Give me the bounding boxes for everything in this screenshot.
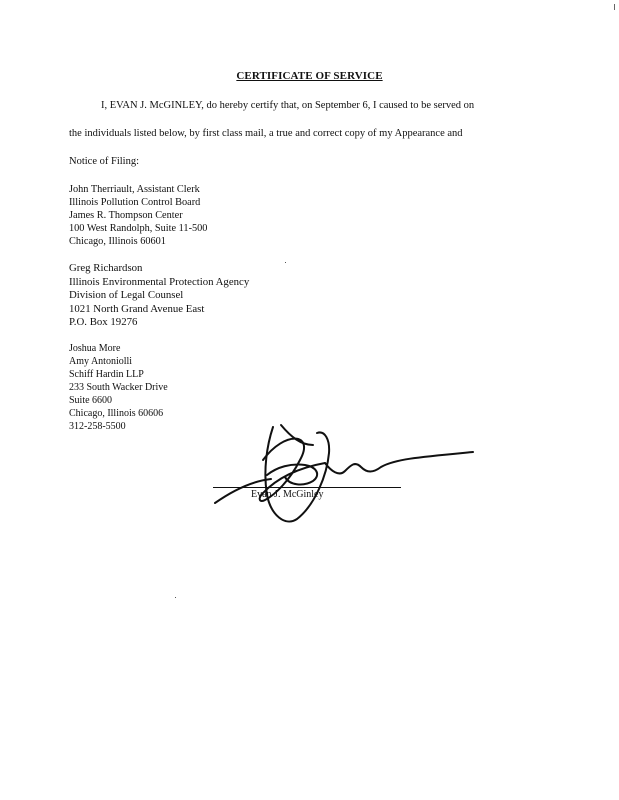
- signature-line: [213, 487, 401, 488]
- recipient-2-division: Division of Legal Counsel: [69, 289, 184, 301]
- recipient-3-city: Chicago, Illinois 60606: [69, 408, 164, 419]
- recipient-3-name-2: Amy Antoniolli: [69, 356, 133, 367]
- recipient-2-name: Greg Richardson: [69, 262, 143, 274]
- certification-line-1: I, EVAN J. McGINLEY, do hereby certify that, on September 6, I caused to be served on: [101, 100, 475, 111]
- page-title: CERTIFICATE OF SERVICE: [236, 70, 383, 82]
- signatory-name: Evan J. McGinley: [251, 489, 324, 500]
- recipient-block-2: [69, 262, 249, 330]
- certification-line-3: Notice of Filing:: [69, 156, 139, 167]
- recipient-1-street: 100 West Randolph, Suite 11-500: [69, 223, 208, 234]
- recipient-3-name-1: Joshua More: [69, 343, 121, 354]
- scan-speck: [285, 262, 286, 263]
- recipient-3-phone: 312-258-5500: [69, 421, 126, 432]
- recipient-2-street: 1021 North Grand Avenue East: [69, 302, 205, 315]
- recipient-block-1: [69, 183, 207, 248]
- page-edge-mark: [614, 4, 615, 10]
- handwritten-signature: [205, 415, 475, 545]
- scan-speck: [175, 597, 176, 598]
- recipient-1-building: James R. Thompson Center: [69, 210, 183, 221]
- recipient-1-city: Chicago, Illinois 60601: [69, 236, 166, 247]
- recipient-3-firm: Schiff Hardin LLP: [69, 369, 144, 380]
- recipient-3-suite: Suite 6600: [69, 395, 113, 406]
- certification-line-2: the individuals listed below, by first class mail, a true and correct copy of my Appearance and: [69, 128, 463, 139]
- recipient-block-3: [69, 342, 168, 433]
- recipient-3-street: 233 South Wacker Drive: [69, 382, 168, 393]
- recipient-1-name: John Therriault, Assistant Clerk: [69, 184, 200, 195]
- recipient-2-po-box: P.O. Box 19276: [69, 316, 138, 328]
- recipient-2-organization: Illinois Environmental Protection Agency: [69, 275, 250, 288]
- recipient-1-organization: Illinois Pollution Control Board: [69, 197, 201, 208]
